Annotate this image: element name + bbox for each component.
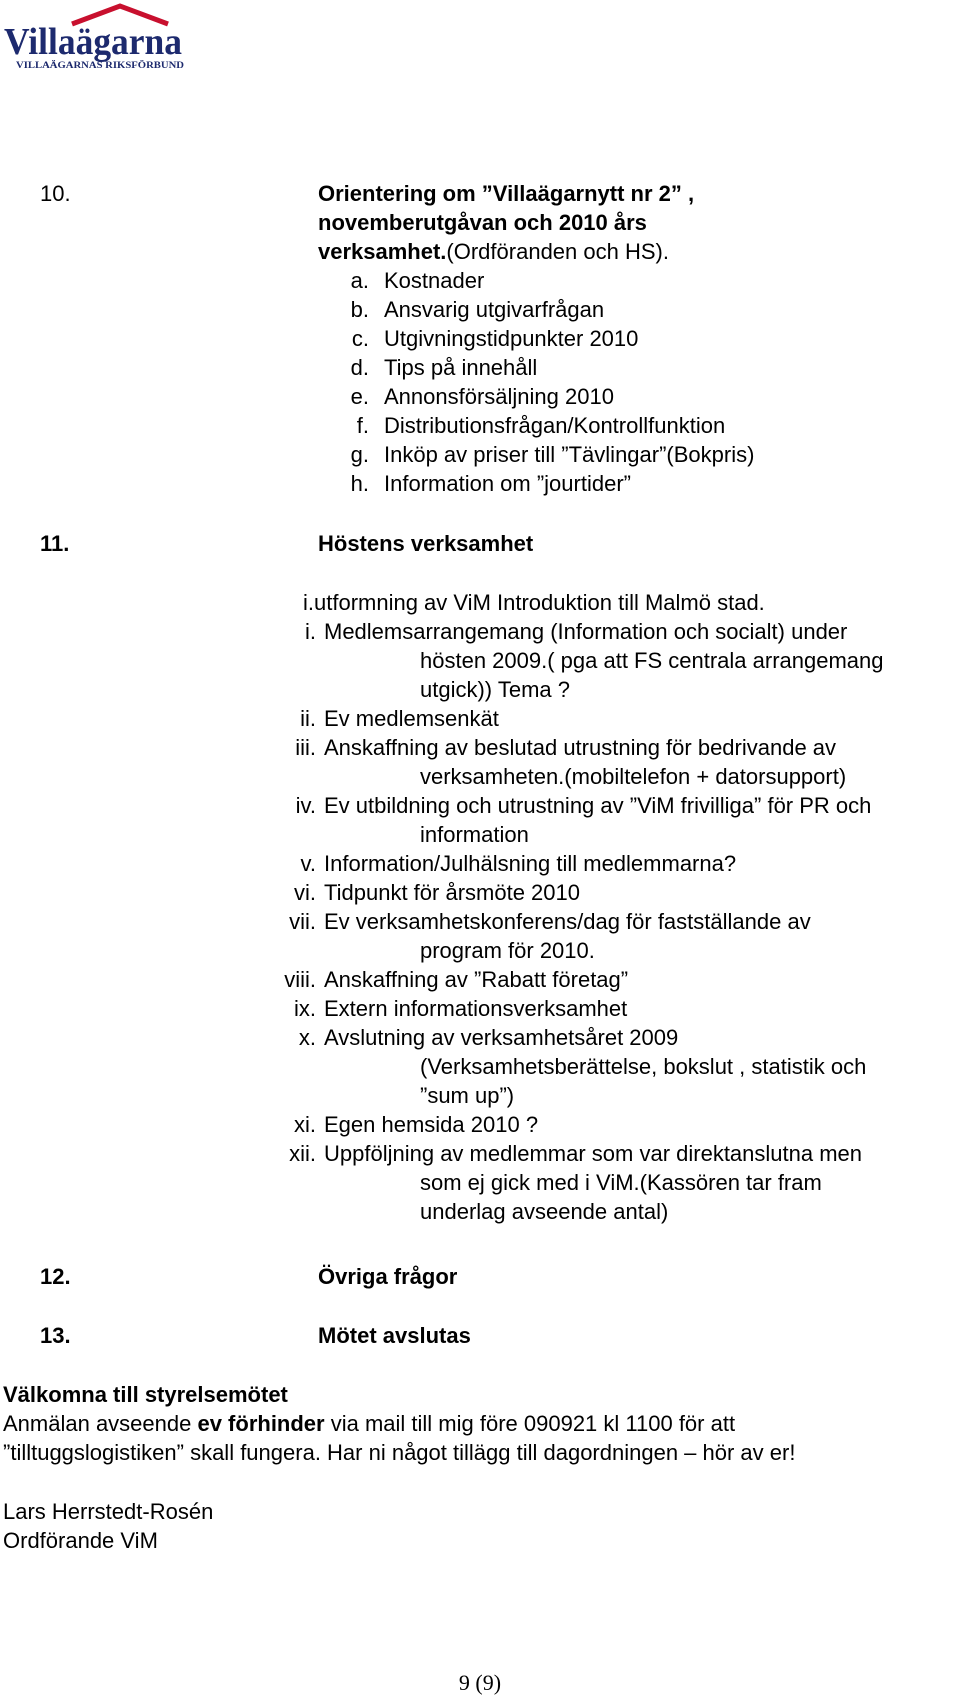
item-10-title-line-2: novemberutgåvan och 2010 års [318, 210, 647, 235]
item-11-sub-line: Avslutning av verksamhetsåret 2009 [324, 1025, 679, 1050]
item-10-sub-text: Annonsförsäljning 2010 [384, 384, 614, 409]
item-10-sub-text: Kostnader [384, 268, 485, 293]
item-10-sub-text: Ansvarig utgivarfrågan [384, 297, 605, 322]
item-11-sub-line: Tidpunkt för årsmöte 2010 [324, 880, 580, 905]
item-10-title-suffix: (Ordföranden och HS). [446, 239, 669, 264]
item-11-numeral: ix. [294, 996, 316, 1021]
item-11-numeral: i. [305, 619, 316, 644]
item-11-numeral: x. [298, 1025, 316, 1050]
item-10-sub-text: Utgivningstidpunkter 2010 [384, 326, 639, 351]
item-12-number: 12. [40, 1264, 71, 1289]
item-10-title-bold: verksamhet. [318, 239, 447, 264]
item-11-sub-line: utgick)) Tema ? [420, 677, 570, 702]
item-11-sub-line: Medlemsarrangemang (Information och socialt) under [324, 619, 848, 644]
notice-line-2: ”tilltuggslogistiken” skall fungera. Har ni något tillägg till dagordningen – hör av er! [3, 1440, 796, 1465]
item-11-sub-line: Anskaffning av ”Rabatt företag” [324, 967, 629, 992]
item-10-title-line-3 [318, 237, 669, 266]
item-11-numeral: ii. [300, 706, 316, 731]
item-11-sub-line: Information/Julhälsning till medlemmarna? [324, 851, 737, 876]
item-10-sub-letter: d. [350, 355, 369, 380]
item-11-numeral: iii. [295, 735, 316, 760]
signer-name: Lars Herrstedt-Rosén [3, 1499, 214, 1524]
item-10-number: 10. [40, 181, 71, 206]
svg-text:Villaägarna: Villaägarna [4, 21, 182, 63]
welcome-heading: Välkomna till styrelsemötet [3, 1382, 288, 1407]
item-11-sub-line: verksamheten.(mobiltelefon + datorsupport) [420, 764, 847, 789]
item-10-sub-text: Distributionsfrågan/Kontrollfunktion [384, 413, 726, 438]
item-11-sub-line: (Verksamhetsberättelse, bokslut , statistik och [420, 1054, 867, 1079]
notice-bold: ev förhinder [197, 1411, 325, 1436]
notice-post: via mail till mig före 090921 kl 1100 för att [324, 1411, 736, 1436]
item-10-sub-letter: b. [350, 297, 369, 322]
item-11-sub-line: Egen hemsida 2010 ? [324, 1112, 539, 1137]
notice-line-1 [3, 1409, 735, 1438]
item-11-sub-line: Uppföljning av medlemmar som var direktanslutna men [324, 1141, 863, 1166]
item-13-title: Mötet avslutas [318, 1323, 471, 1348]
item-11-numeral: v. [300, 851, 316, 876]
item-10-sub-text: Tips på innehåll [384, 355, 538, 380]
item-11-sub-line: Ev verksamhetskonferens/dag för fastställande av [324, 909, 811, 934]
item-10-sub-letter: a. [350, 268, 369, 293]
item-11-numeral: viii. [284, 967, 316, 992]
item-11-sub-line: Anskaffning av beslutad utrustning för bedrivande av [324, 735, 837, 760]
item-11-numeral: vii. [289, 909, 316, 934]
item-13-number: 13. [40, 1323, 71, 1348]
item-10-sub-letter: h. [350, 471, 369, 496]
item-11-numeral: xi. [294, 1112, 316, 1137]
item-11-sub-line: Ev medlemsenkät [324, 706, 499, 731]
item-10-title-line-1: Orientering om ”Villaägarnytt nr 2” , [318, 181, 695, 206]
page-number: 9 (9) [458, 1670, 502, 1695]
item-10-sub-letter: e. [350, 384, 369, 409]
item-12-title: Övriga frågor [318, 1264, 458, 1289]
item-11-numeral: xii. [289, 1141, 316, 1166]
item-11-sub-line: Extern informationsverksamhet [324, 996, 628, 1021]
item-11-number: 11. [40, 531, 70, 556]
item-11-numeral: iv. [295, 793, 316, 818]
item-11-sub-line: program för 2010. [420, 938, 595, 963]
item-11-sub-line: underlag avseende antal) [420, 1199, 669, 1224]
item-10-sub-letter: f. [356, 413, 369, 438]
svg-text:VILLAÄGARNAS RIKSFÖRBUND: VILLAÄGARNAS RIKSFÖRBUND [16, 61, 166, 71]
item-10-sub-letter: c. [351, 326, 369, 351]
villaagarna-logo [2, 2, 187, 72]
item-11-sub-line: information [420, 822, 529, 847]
item-11-numeral: vi. [294, 880, 316, 905]
item-11-first-line: i.utformning av ViM Introduktion till Malmö stad. [303, 590, 765, 615]
item-11-sub-line: Ev utbildning och utrustning av ”ViM frivilliga” för PR och [324, 793, 872, 818]
item-10-sub-text: Inköp av priser till ”Tävlingar”(Bokpris) [384, 442, 755, 467]
notice-pre: Anmälan avseende [3, 1411, 198, 1436]
item-11-title: Höstens verksamhet [318, 531, 534, 556]
item-11-sub-line: hösten 2009.( pga att FS centrala arrangemang [420, 648, 884, 673]
signer-role: Ordförande ViM [3, 1528, 158, 1553]
item-10-sub-text: Information om ”jourtider” [384, 471, 631, 496]
item-11-sub-line: som ej gick med i ViM.(Kassören tar fram [420, 1170, 822, 1195]
item-10-sub-letter: g. [350, 442, 369, 467]
item-11-sub-line: ”sum up”) [420, 1083, 515, 1108]
